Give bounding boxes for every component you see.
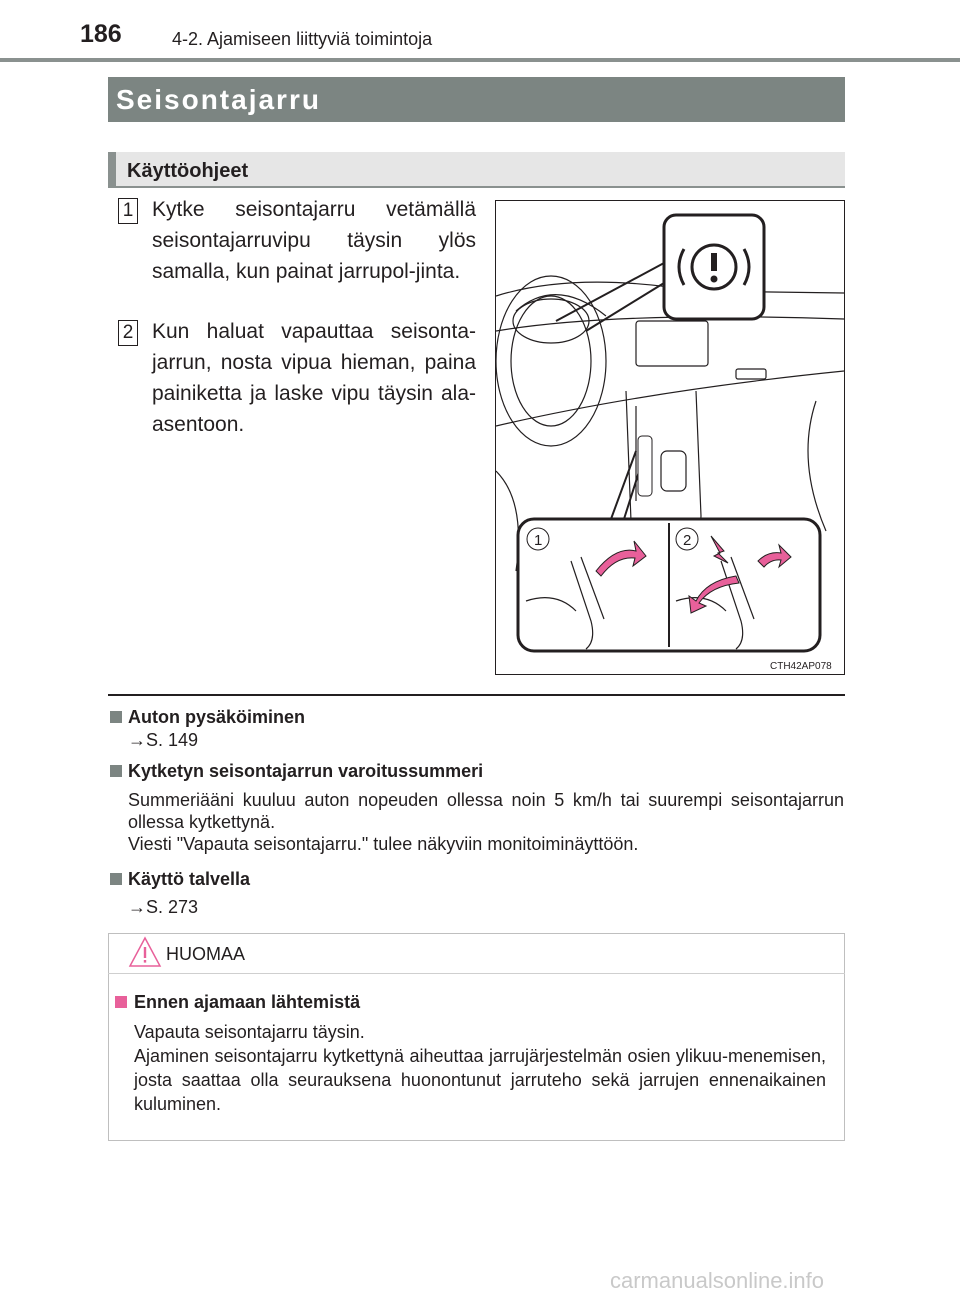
bullet-square-icon bbox=[110, 711, 122, 723]
notice-paragraph: Ajaminen seisontajarru kytkettynä aiheuttaa jarrujärjestelmän osien ylikuu-menemisen, josta saattaa olla seurauksena huonontunut jarruteho sekä jarrujen ennenaikainen kuluminen. bbox=[134, 1046, 826, 1114]
page-reference-link[interactable]: →S. 273 bbox=[128, 897, 199, 917]
header-rule bbox=[0, 58, 960, 62]
subsection-title: Käyttöohjeet bbox=[127, 160, 249, 182]
notice-label: HUOMAA bbox=[166, 944, 246, 964]
inset-label-2: 2 bbox=[683, 532, 692, 549]
section-paragraph: Viesti "Vapauta seisontajarru." tulee näkyviin monitoiminäyttöön. bbox=[128, 834, 639, 854]
bullet-square-icon bbox=[110, 765, 122, 777]
section-heading: Kytketyn seisontajarrun varoitussummeri bbox=[128, 761, 484, 781]
inset-label-1: 1 bbox=[534, 532, 543, 549]
watermark: carmanualsonline.info bbox=[610, 1268, 825, 1293]
figure-code: CTH42AP078 bbox=[770, 661, 832, 672]
subsection-accent bbox=[108, 152, 116, 188]
notice-bullet-icon bbox=[115, 996, 127, 1008]
step-2-number: 2 bbox=[118, 320, 138, 346]
page-reference-link[interactable]: →S. 149 bbox=[128, 730, 199, 750]
warning-triangle-icon bbox=[128, 936, 162, 968]
section-title: Seisontajarru bbox=[116, 84, 321, 115]
page-number: 186 bbox=[80, 20, 122, 48]
section-heading: Auton pysäköiminen bbox=[128, 707, 306, 727]
notice-paragraph: Vapauta seisontajarru täysin. bbox=[134, 1022, 365, 1042]
notice-heading: Ennen ajamaan lähtemistä bbox=[134, 992, 361, 1012]
section-paragraph: Summeriääni kuuluu auton nopeuden ollessa noin 5 km/h tai suurempi seisontajarrun ollessa kytkettynä. bbox=[128, 790, 844, 832]
parking-brake-illustration bbox=[496, 201, 844, 674]
step-2-text: Kun haluat vapauttaa seisonta-jarrun, nosta vipua hieman, paina painiketta ja laske vipu täysin ala-asentoon. bbox=[152, 320, 476, 436]
step-1-text: Kytke seisontajarru vetämällä seisontajarruvipu täysin ylös samalla, kun painat jarrupol-jinta. bbox=[152, 198, 476, 283]
bullet-square-icon bbox=[110, 873, 122, 885]
step-1-number: 1 bbox=[118, 198, 138, 224]
notice-divider bbox=[108, 973, 845, 974]
chapter-title: 4-2. Ajamiseen liittyviä toimintoja bbox=[172, 29, 433, 49]
section-separator bbox=[108, 694, 845, 696]
section-heading: Käyttö talvella bbox=[128, 869, 251, 889]
